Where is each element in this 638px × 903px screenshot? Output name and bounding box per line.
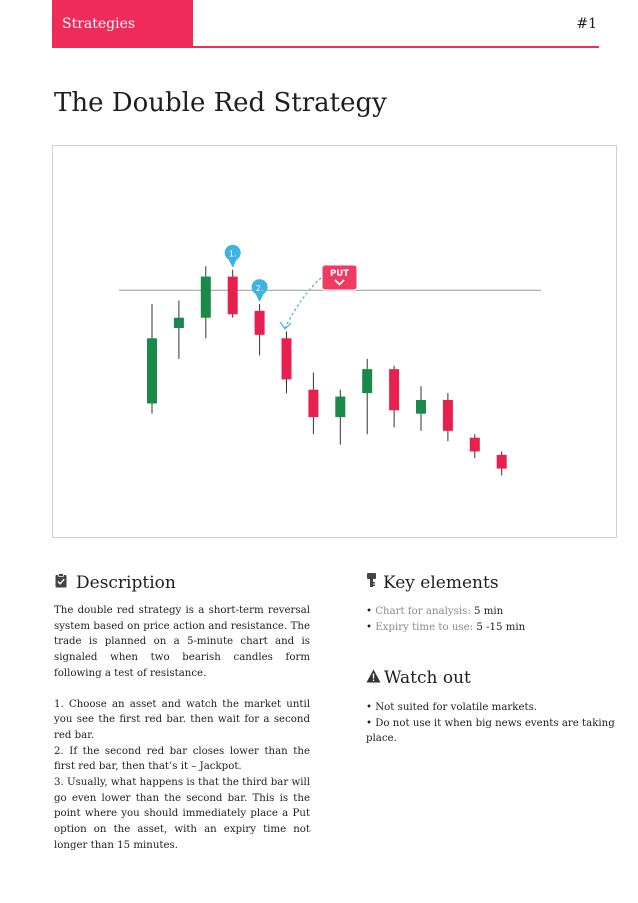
- put-button[interactable]: [322, 265, 357, 290]
- clipboard-check-icon: [55, 573, 67, 593]
- watch-out-heading: [366, 668, 471, 688]
- put-arrow-head: [280, 322, 291, 329]
- description-step: 3. Usually, what happens is that the third bar will go even lower than the second bar. This is the point where you should immediately place a Put option on the asset, with an expiry time not longer than 15 minutes.: [54, 777, 310, 851]
- description-paragraph: The double red strategy is a short-term reversal system based on price action and resistance. The trade is planned on a 5-minute chart and is signaled when two bearish candles form following a test of resistance.: [54, 605, 310, 679]
- candle-bearish: [228, 277, 238, 315]
- description-step: 2. If the second red bar closes lower than the first red bar, then that’s it – Jackpot.: [54, 745, 310, 773]
- description-step: 1. Choose an asset and watch the market until you see the first red bar. then wait for a second red bar.: [54, 698, 310, 741]
- candle-bullish: [174, 318, 184, 328]
- put-arrow: [285, 278, 321, 328]
- description-heading: [55, 573, 176, 593]
- watch-out-heading-text: Watch out: [384, 668, 471, 688]
- key-icon: [367, 573, 376, 593]
- candle-bearish: [308, 390, 318, 417]
- key-element-label: Expiry time to use:: [375, 621, 474, 633]
- put-button-label: PUT: [330, 269, 349, 279]
- page-number: #1: [576, 16, 597, 32]
- key-element-value: 5 -15 min: [476, 621, 526, 633]
- candles-group: [147, 266, 507, 475]
- list-item: • Do not use it when big news events are taking place.: [366, 717, 615, 745]
- candle-bullish: [147, 338, 157, 403]
- candlestick-chart: [53, 146, 616, 537]
- section-tab: [52, 0, 193, 47]
- candle-bearish: [255, 311, 265, 335]
- list-item: • Chart for analysis: 5 min: [366, 606, 504, 617]
- candle-bullish: [362, 369, 372, 393]
- key-elements-heading-text: Key elements: [383, 573, 499, 593]
- watch-out-list: [366, 700, 616, 747]
- section-label: Strategies: [62, 16, 136, 32]
- description-body: [54, 603, 310, 854]
- key-element-label: Chart for analysis:: [375, 606, 471, 617]
- marker-label: 2.: [255, 284, 264, 293]
- key-element-value: 5 min: [474, 606, 504, 617]
- key-elements-heading: [367, 573, 499, 593]
- candle-bullish: [335, 397, 345, 418]
- candle-bearish: [470, 438, 480, 452]
- watch-out-item: Do not use it when big news events are taking place.: [366, 717, 615, 745]
- candle-bullish: [416, 400, 426, 414]
- chart-frame: [52, 145, 617, 538]
- candle-bullish: [201, 277, 211, 318]
- page-header: [0, 0, 638, 48]
- candle-bearish: [389, 369, 399, 410]
- candle-bearish: [443, 400, 453, 431]
- header-rule: [52, 46, 599, 48]
- candle-bearish: [497, 455, 507, 469]
- candle-bearish: [282, 338, 292, 379]
- watch-out-item: Not suited for volatile markets.: [375, 702, 538, 713]
- marker-label: 1.: [228, 249, 237, 259]
- list-item: • Not suited for volatile markets.: [366, 702, 538, 713]
- list-item: • Expiry time to use: 5 -15 min: [366, 621, 526, 633]
- description-heading-text: Description: [76, 573, 176, 593]
- warning-icon: [366, 668, 381, 688]
- key-elements-list: [366, 604, 616, 635]
- page-title: The Double Red Strategy: [54, 88, 387, 118]
